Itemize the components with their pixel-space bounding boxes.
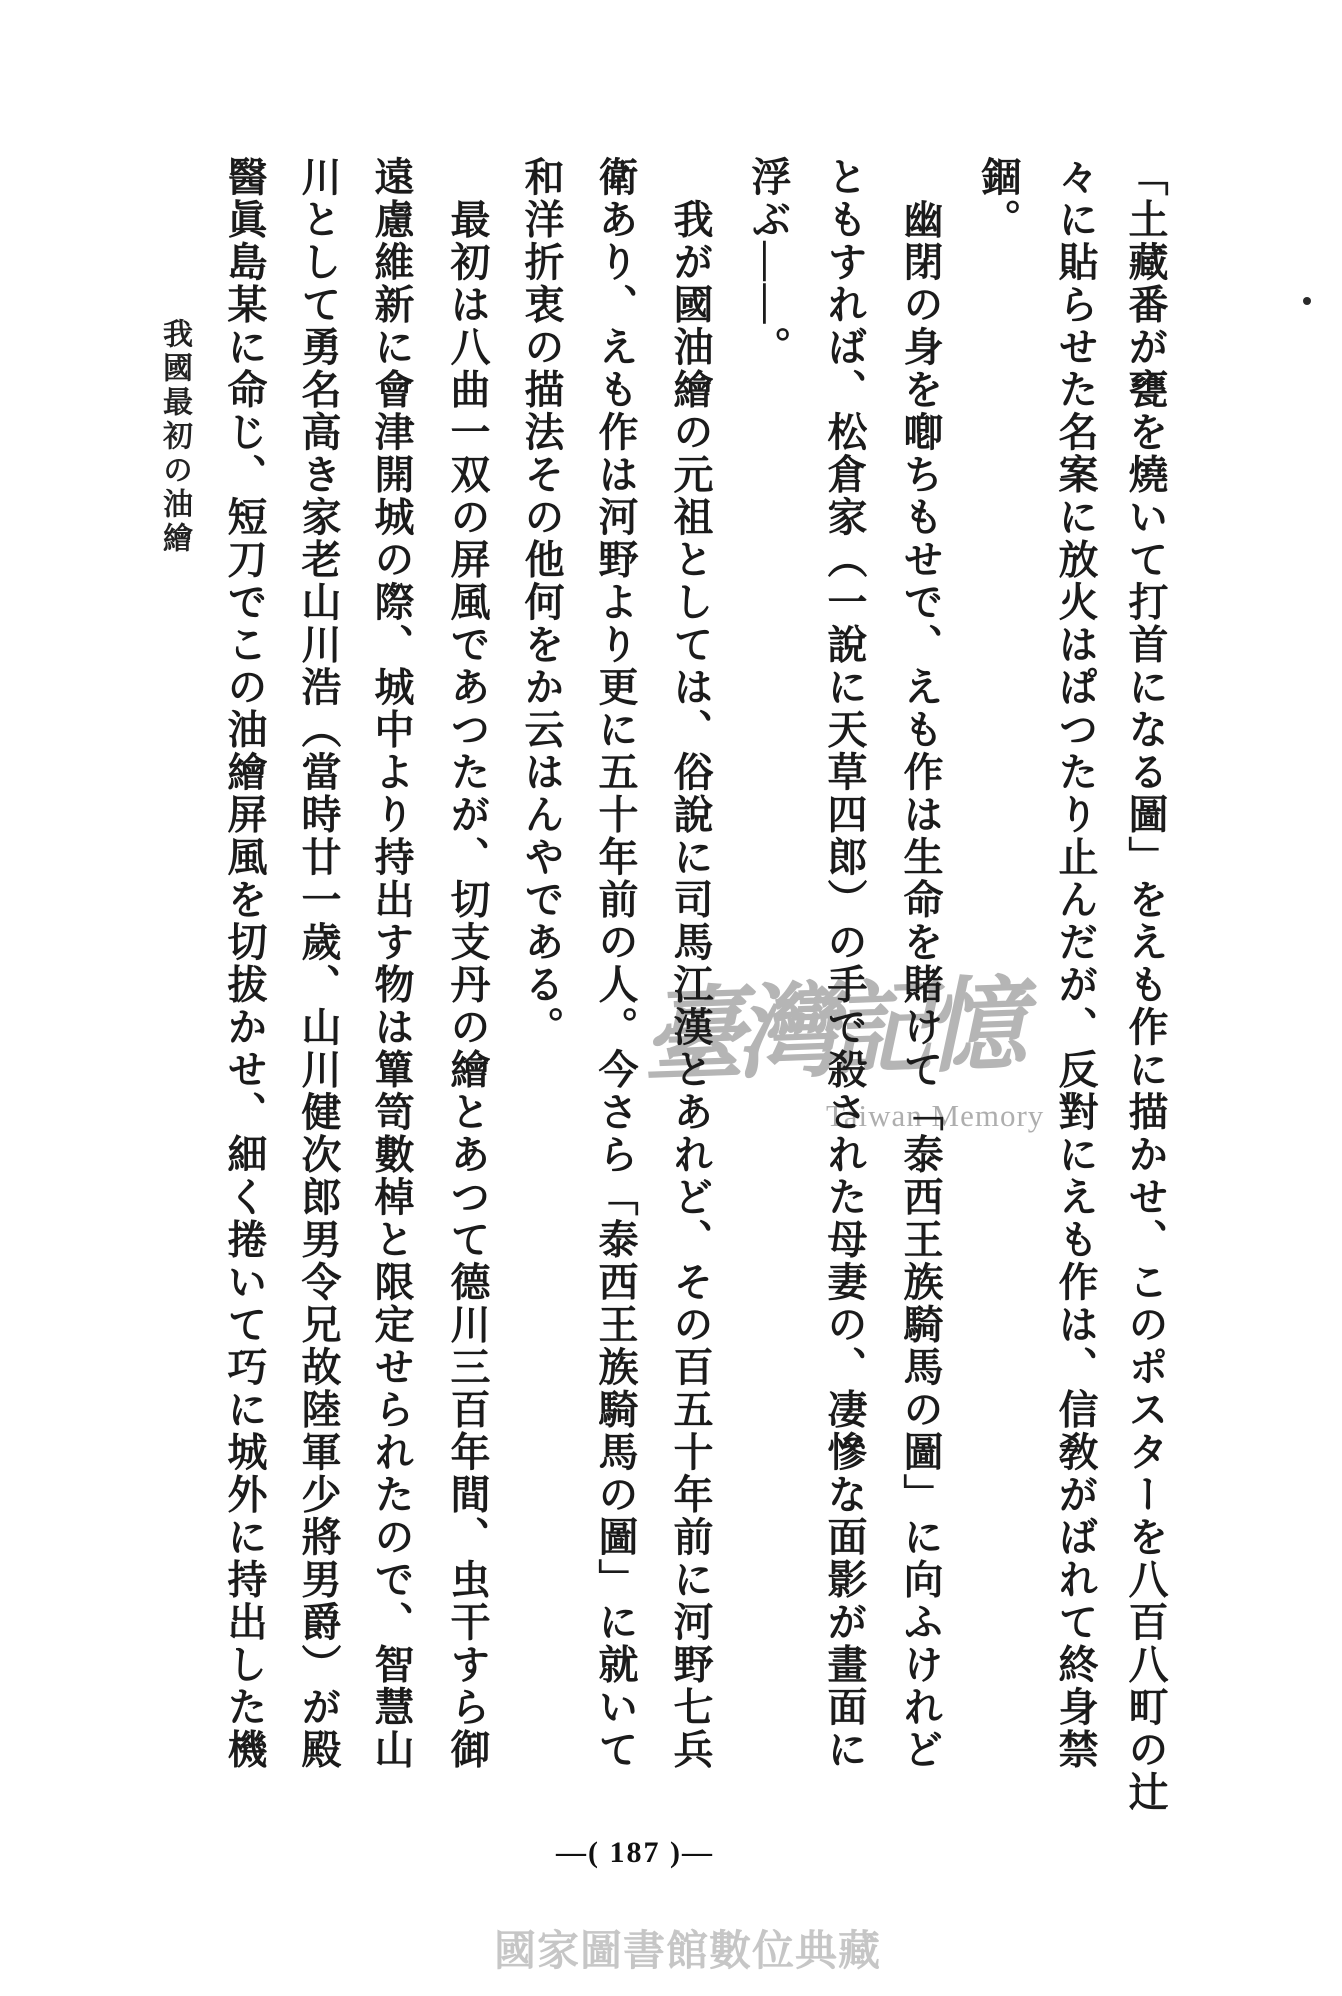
text-column-1: 「土藏番が甕を燒いて打首になる圖」をえも作に描かせ、このポスターを八百八町の辻 [1123,156,1168,1814]
text-column-7: 我が國油繪の元祖としては、俗說に司馬江漢とあれど、その百五十年前に河野七兵 [668,156,713,1771]
text-column-8: 衛あり、えも作は河野より更に五十年前の人。今さら「泰西王族騎馬の圖」に就いて [593,156,638,1771]
margin-running-title: 我國最初の油繪 [158,318,191,556]
page-number: —( 187 )— [556,1836,714,1869]
text-column-12: 川として勇名高き家老山川浩（當時廿一歲、山川健次郎男令兄故陸軍少將男爵）が殿 [296,156,341,1771]
text-column-6: 浮ぶ――。 [746,156,791,369]
text-column-2: 々に貼らせた名案に放火はぱつたり止んだが、反對にえも作は、信敎がばれて終身禁 [1053,156,1098,1771]
text-column-5: ともすれば、松倉家（一說に天草四郎）の手で殺された母妻の、凄慘な面影が畫面に [822,156,867,1771]
taiwan-memory-watermark-latin: Taiwan Memory [826,1098,1045,1133]
text-column-3: 錮。 [976,156,1021,241]
ink-speck [1303,297,1311,305]
taiwan-memory-watermark-cjk: 臺灣記憶 [640,969,1020,1096]
library-footer-stamp: 國家圖書館數位典藏 [494,1929,882,1975]
text-column-4: 幽閉の身を喞ちもせで、えも作は生命を賭けて「泰西王族騎馬の圖」に向ふけれど [898,156,943,1771]
text-column-13: 醫眞島某に命じ、短刀でこの油繪屏風を切拔かせ、細く捲いて巧に城外に持出した機 [222,156,267,1771]
text-column-9: 和洋折衷の描法その他何をか云はんやである。 [519,156,564,1049]
text-column-11: 遠慮維新に會津開城の際、城中より持出す物は簞笥數棹と限定せられたので、智慧山 [369,156,414,1771]
text-column-10: 最初は八曲一双の屏風であつたが、切支丹の繪とあつて德川三百年間、虫干すら御 [445,156,490,1771]
